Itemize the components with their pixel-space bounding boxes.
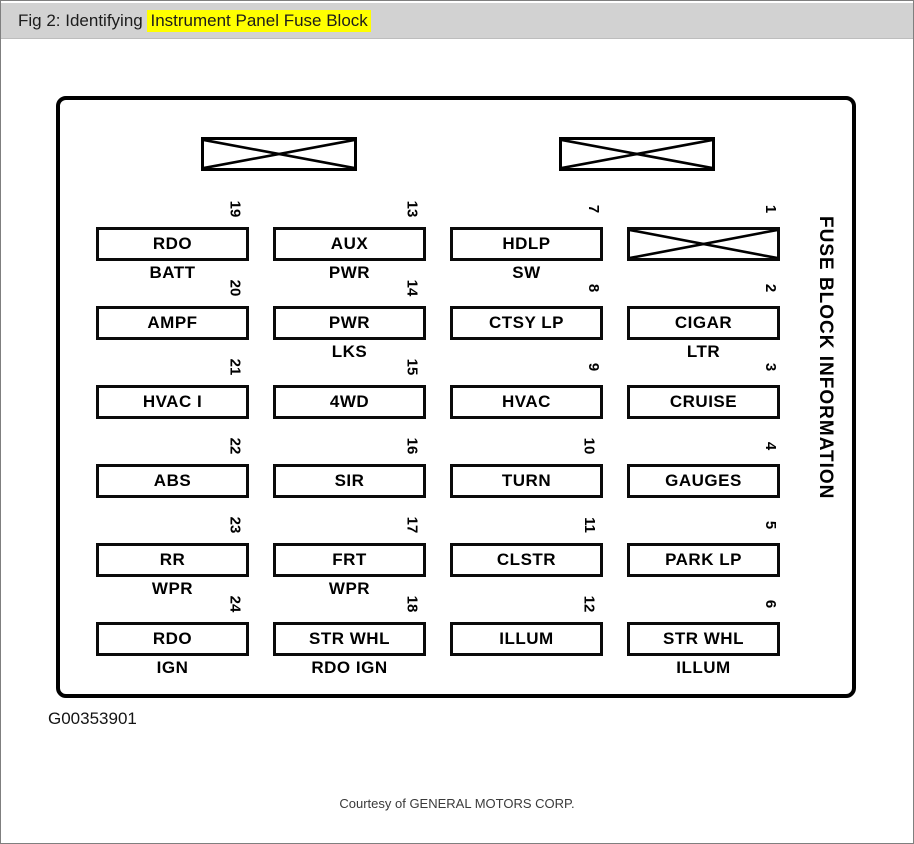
fuse-box — [96, 543, 249, 577]
fuse-label: CRUISE — [669, 392, 738, 411]
fuse-number: 10 — [580, 437, 598, 455]
fuse-cell-17 — [273, 516, 426, 598]
fuse-label-line2: PWR — [328, 263, 371, 282]
fuse-label: SIR — [334, 471, 365, 490]
fuse-number: 19 — [226, 200, 244, 218]
fuse-label: HDLP — [502, 234, 551, 253]
fuse-label: RR — [159, 550, 186, 569]
fuse-box — [627, 464, 780, 498]
fuse-box — [273, 385, 426, 419]
fuse-box — [627, 543, 780, 577]
fuse-cell-3 — [627, 362, 780, 419]
fuse-box — [96, 464, 249, 498]
fuse-cell-1 — [627, 204, 780, 261]
fuse-label: RDO — [152, 629, 193, 648]
fuse-cell-19 — [96, 200, 249, 282]
fuse-number: 4 — [761, 441, 779, 451]
fuse-block-side-label: FUSE BLOCK INFORMATION — [815, 216, 836, 500]
fuse-label: 4WD — [329, 392, 370, 411]
fuse-cell-18 — [273, 595, 426, 677]
fuse-number: 15 — [403, 358, 421, 376]
fuse-cell-14 — [273, 279, 426, 361]
fuse-box — [450, 306, 603, 340]
fuse-number: 8 — [584, 283, 602, 293]
fuse-label: GAUGES — [665, 471, 742, 490]
fuse-number: 9 — [584, 362, 602, 372]
fuse-box — [96, 622, 249, 656]
fuse-number: 14 — [403, 279, 421, 297]
fuse-label-line2: BATT — [149, 263, 196, 282]
fuse-number: 18 — [403, 595, 421, 613]
fuse-cell-11 — [450, 517, 603, 577]
fuse-block-outline — [56, 96, 856, 698]
fuse-box — [450, 227, 603, 261]
fuse-number: 17 — [403, 516, 421, 534]
fuse-number: 2 — [761, 283, 779, 293]
fuse-box — [450, 622, 603, 656]
fuse-label-line2: ILLUM — [676, 658, 731, 677]
fuse-label: TURN — [501, 471, 552, 490]
fuse-number: 7 — [584, 204, 602, 214]
fuse-number: 23 — [226, 516, 244, 534]
fuse-number: 21 — [226, 358, 244, 376]
crossed-fuse-icon — [630, 230, 777, 258]
fuse-box — [627, 385, 780, 419]
fuse-cell-5 — [627, 520, 780, 577]
fuse-cell-10 — [450, 437, 603, 498]
fuse-box — [627, 306, 780, 340]
cross-icon — [204, 140, 354, 168]
fuse-label-line2: RDO IGN — [311, 658, 388, 677]
fuse-cell-9 — [450, 362, 603, 419]
fuse-cell-22 — [96, 437, 249, 498]
fuse-label-line2: WPR — [328, 579, 371, 598]
fuse-box — [450, 385, 603, 419]
fuse-number: 16 — [403, 437, 421, 455]
fuse-label-line2: IGN — [156, 658, 189, 677]
fuse-label: ABS — [153, 471, 192, 490]
fuse-label: FRT — [332, 550, 367, 569]
fuse-box — [273, 227, 426, 261]
fuse-box — [273, 306, 426, 340]
fuse-cell-24 — [96, 595, 249, 677]
fuse-cell-12 — [450, 595, 603, 656]
fuse-label: HVAC I — [142, 392, 203, 411]
fuse-number: 5 — [761, 520, 779, 530]
fuse-cell-15 — [273, 358, 426, 419]
crossed-connector-box-left — [201, 137, 357, 171]
fuse-box — [273, 622, 426, 656]
fuse-label: STR WHL — [663, 629, 744, 648]
fuse-cell-4 — [627, 441, 780, 498]
fuse-number: 3 — [761, 362, 779, 372]
caption-prefix: Fig 2: Identifying — [18, 10, 148, 30]
fuse-cell-13 — [273, 200, 426, 282]
figure-code: G00353901 — [48, 709, 137, 728]
fuse-label: CLSTR — [496, 550, 557, 569]
fuse-label: ILLUM — [499, 629, 554, 648]
crossed-connector-box-right — [559, 137, 715, 171]
fuse-label-line2: SW — [512, 263, 541, 282]
fuse-label: AUX — [330, 234, 369, 253]
fuse-label: AMPF — [147, 313, 198, 332]
fuse-cell-21 — [96, 358, 249, 419]
fuse-label: RDO — [152, 234, 193, 253]
fuse-label: STR WHL — [309, 629, 390, 648]
fuse-number: 24 — [226, 595, 244, 613]
fuse-label: HVAC — [502, 392, 551, 411]
fuse-cell-7 — [450, 204, 603, 282]
fuse-label: PWR — [328, 313, 371, 332]
fuse-box — [450, 464, 603, 498]
fuse-grid — [96, 200, 780, 677]
fuse-label-line2: LTR — [686, 342, 721, 361]
fuse-box — [450, 543, 603, 577]
fuse-box — [627, 227, 780, 261]
fuse-box — [627, 622, 780, 656]
fuse-box — [96, 385, 249, 419]
fuse-label: CTSY LP — [489, 313, 564, 332]
figure-caption-bar — [1, 3, 913, 39]
fuse-box — [96, 306, 249, 340]
fuse-number: 1 — [761, 204, 779, 214]
fuse-cell-8 — [450, 283, 603, 340]
fuse-cell-23 — [96, 516, 249, 598]
cross-icon — [562, 140, 712, 168]
fuse-label-line2: LKS — [331, 342, 368, 361]
fuse-label: CIGAR — [674, 313, 733, 332]
fuse-number: 6 — [761, 599, 779, 609]
fuse-box — [273, 464, 426, 498]
fuse-cell-2 — [627, 283, 780, 361]
fuse-cell-6 — [627, 599, 780, 677]
fuse-cell-16 — [273, 437, 426, 498]
courtesy-line: Courtesy of GENERAL MOTORS CORP. — [339, 796, 575, 811]
fuse-number: 20 — [226, 279, 244, 297]
fuse-number: 22 — [226, 437, 244, 455]
fuse-number: 11 — [581, 517, 599, 533]
fuse-box — [273, 543, 426, 577]
caption-highlight: Instrument Panel Fuse Block — [147, 10, 370, 32]
fuse-label: PARK LP — [665, 550, 742, 569]
fuse-label-line2: WPR — [151, 579, 194, 598]
fuse-number: 12 — [580, 595, 598, 613]
fuse-box — [96, 227, 249, 261]
fuse-cell-20 — [96, 279, 249, 340]
fuse-number: 13 — [403, 200, 421, 218]
